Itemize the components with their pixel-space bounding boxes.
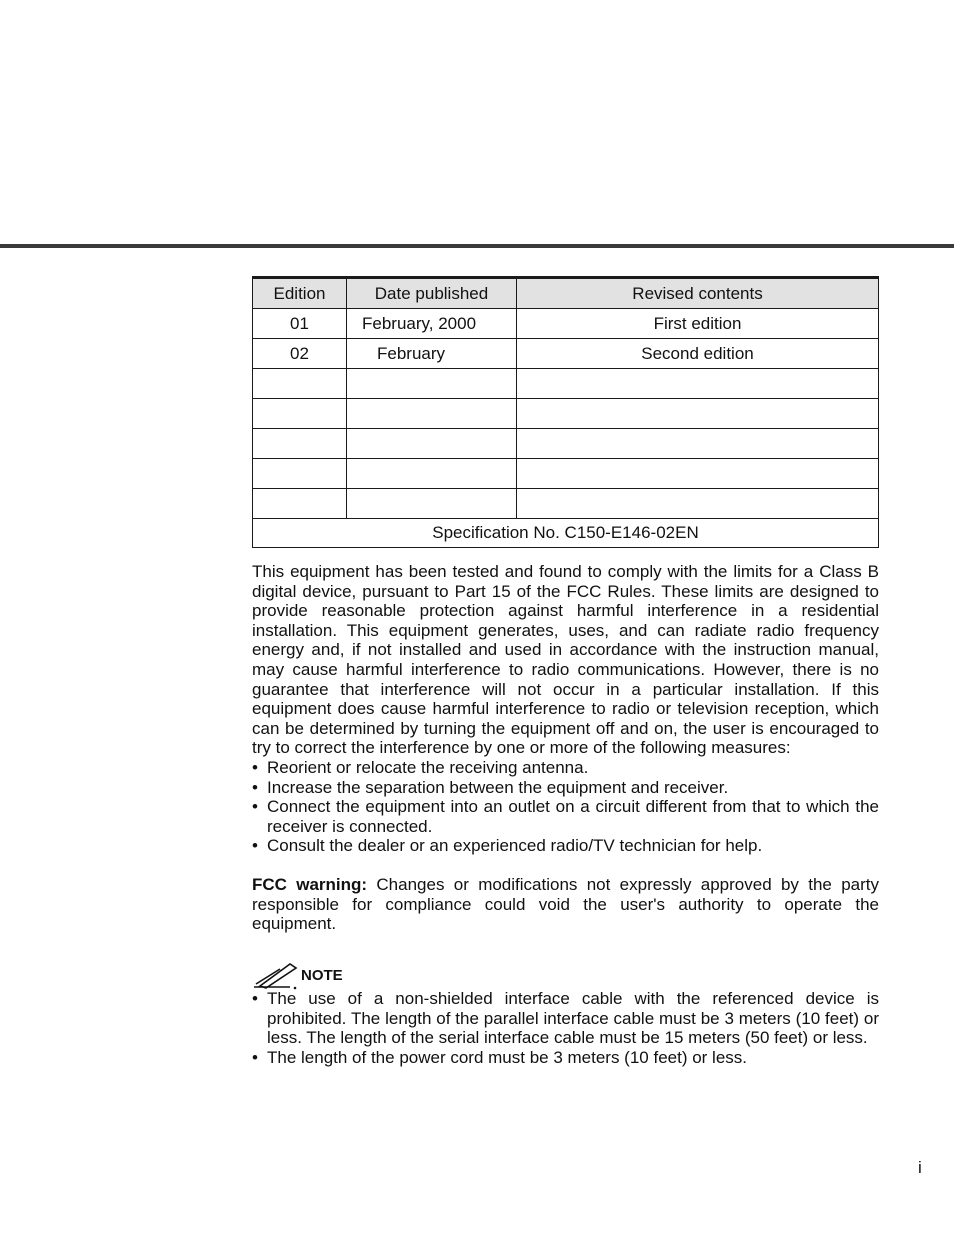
edition-cell: 02 <box>253 339 347 369</box>
list-item: • Reorient or relocate the receiving antenna. <box>252 757 589 777</box>
header-revised-contents: Revised contents <box>517 278 879 309</box>
table-row-empty <box>253 429 879 459</box>
list-item: • The use of a non-shielded interface cable with the referenced device is prohibited. The length of the parallel interface cable must be 3 meters (10 feet) or less. The length of the serial interface cable must be 15 meters (50 feet) or less. <box>252 989 879 1048</box>
fcc-warning-label: FCC warning: <box>252 875 368 894</box>
revision-table <box>252 276 879 548</box>
table-row <box>253 339 879 369</box>
pencil-note-icon <box>252 960 300 990</box>
edition-cell: 01 <box>253 309 347 339</box>
header-date-published: Date published <box>347 278 517 309</box>
contents-cell: Second edition <box>517 339 879 369</box>
bullet-icon: • <box>252 797 258 817</box>
table-row <box>253 309 879 339</box>
fcc-warning <box>252 875 879 934</box>
list-item: • Increase the separation between the equipment and receiver. <box>252 777 729 797</box>
list-item: • Consult the dealer or an experienced radio/TV technician for help. <box>252 836 763 856</box>
list-item: • Connect the equipment into an outlet on a circuit different from that to which the receiver is connected. <box>252 797 879 836</box>
fcc-statement <box>252 562 879 856</box>
page-number: i <box>918 1158 922 1177</box>
contents-cell: First edition <box>517 309 879 339</box>
header-rule <box>0 244 954 248</box>
fcc-warning-text: Changes or modifications not expressly approved by the party responsible for compliance could void the user's authority to operate the equipment. <box>252 875 879 934</box>
header-edition: Edition <box>253 278 347 309</box>
fcc-intro-paragraph: This equipment has been tested and found to comply with the limits for a Class B digital device, pursuant to Part 15 of the FCC Rules. These limits are designed to provide reasonable protection against harmful interference in a residential installation. This equipment generates, uses, and can radiate radio frequency energy and, if not installed and used in accordance with the instruction manual, may cause harmful interference to radio communications. However, there is no guarantee that interference will not occur in a particular installation. If this equipment does cause harmful interference to radio or television reception, which can be determined by turning the equipment off and on, the user is encouraged to try to correct the interference by one or more of the following measures: <box>252 562 879 758</box>
measures-list <box>252 758 879 856</box>
date-cell: February, 2000 <box>347 309 517 339</box>
date-cell: February <box>347 339 517 369</box>
bullet-icon: • <box>252 777 258 797</box>
specification-row <box>253 519 879 548</box>
table-row-empty <box>253 399 879 429</box>
note-heading <box>252 960 372 990</box>
bullet-icon: • <box>252 757 258 777</box>
table-row-empty <box>253 489 879 519</box>
bullet-icon: • <box>252 1047 258 1067</box>
list-item: • The length of the power cord must be 3 meters (10 feet) or less. <box>252 1047 748 1067</box>
note-list <box>252 989 879 1067</box>
bullet-icon: • <box>252 989 258 1008</box>
specification-number: Specification No. C150-E146-02EN <box>253 519 879 548</box>
table-row-empty <box>253 369 879 399</box>
revision-table-header <box>253 278 879 309</box>
bullet-icon: • <box>252 836 258 856</box>
table-row-empty <box>253 459 879 489</box>
note-label: NOTE <box>301 967 343 984</box>
